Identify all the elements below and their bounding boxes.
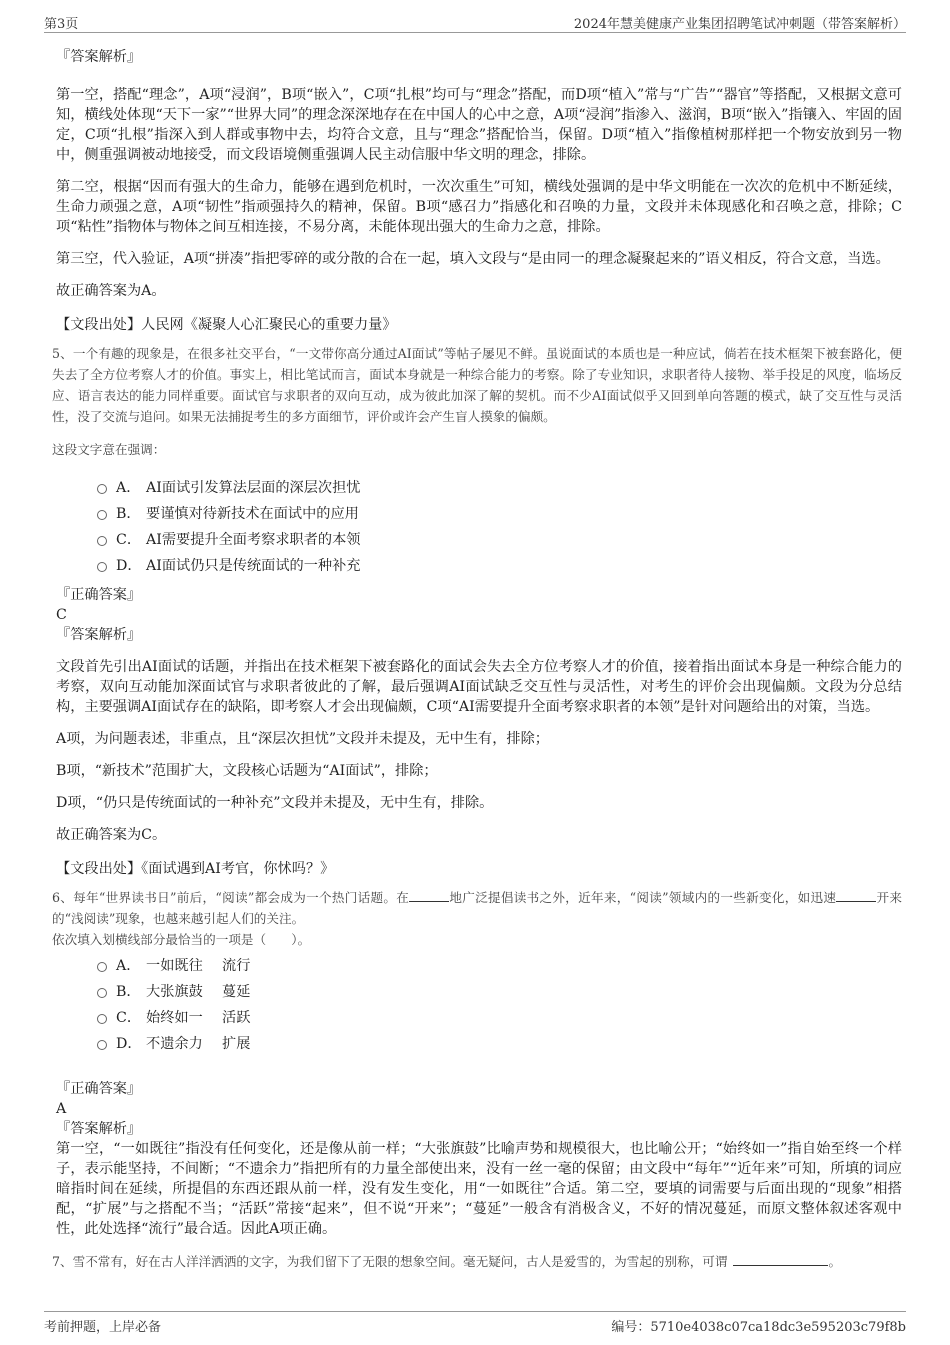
radio-icon[interactable]	[97, 562, 107, 572]
page-content	[52, 42, 902, 1272]
q5-options	[56, 475, 902, 579]
q4-conclusion: 故正确答案为A。	[56, 283, 166, 299]
q4-analysis-para2: 第二空，根据“因而有强大的生命力，能够在遇到危机时，一次次重生”可知，横线处强调的是中华文明能在一次次的危机中不断延续，生命力顽强之意，A项“韧性”指顽强持久的精神，保留。B项“感召力”指感化和召唤的力量，文段并未体现感化和召唤之意，排除；C项“粘性”指物体与物体之间互相连接，不易分离，未能体现出强大的生命力之意，排除。	[56, 179, 902, 235]
footer-slogan: 考前押题，上岸必备	[44, 1320, 162, 1335]
q5-analysis-para3: B项，“新技术”范围扩大，文段核心话题为“AI面试”，排除；	[56, 763, 438, 779]
page-footer	[44, 1311, 906, 1334]
q5-option-a[interactable]: A． AI面试引发算法层面的深层次担忧	[56, 475, 902, 501]
q5-stem: 5、一个有趣的现象是，在很多社交平台，“一文带你高分通过AI面试”等帖子屡见不鲜。虽说面试的本质也是一种应试，倘若在技术框架下被套路化，便失去了全方位考察人才的价值。事实上，相比笔试而言，面试本身就是一种综合能力的考察。除了专业知识，求职者待人接物、举手投足的风度，临场反应、语言表达的能力同样重要。面试官与求职者的双向互动，成为彼此加深了解的契机。而不少AI面试似乎又回到单向答题的模式，缺了交互性与灵活性，没了交流与追问。如果无法捕捉考生的多方面细节，评价或许会产生盲人摸象的偏颇。	[52, 346, 902, 424]
q4-analysis-label: 『答案解析』	[56, 49, 142, 65]
radio-icon[interactable]	[97, 484, 107, 494]
q5-correct-label: 『正确答案』	[56, 587, 142, 603]
document-id: 编号：5710e4038c07ca18dc3e595203c79f8b	[611, 1320, 906, 1335]
page-number: 第3页	[44, 17, 79, 32]
q5-option-b[interactable]: B． 要谨慎对待新技术在面试中的应用	[56, 501, 902, 527]
q5-analysis-para1: 文段首先引出AI面试的话题，并指出在技术框架下被套路化的面试会失去全方位考察人才的价值，接着指出面试本身是一种综合能力的考察，双向互动能加深面试官与求职者彼此的了解，最后强调AI面试缺乏交互性与灵活性，对考生的评价会出现偏颇。文段为分总结构，主要强调AI面试存在的缺陷，即考察人才会出现偏颇，C项“AI需要提升全面考察求职者的本领”是针对问题给出的对策，当选。	[56, 659, 902, 715]
radio-icon[interactable]	[97, 510, 107, 520]
q6-option-a[interactable]: A． 一如既往 流行	[56, 953, 902, 979]
q6-correct-label: 『正确答案』	[56, 1081, 142, 1097]
q7-blank	[733, 1251, 828, 1266]
q5-analysis-para2: A项，为问题表述，非重点，且“深层次担忧”文段并未提及，无中生有，排除；	[56, 731, 549, 747]
q5-prompt: 这段文字意在强调：	[52, 442, 166, 457]
document-title: 2024年慧美健康产业集团招聘笔试冲刺题（带答案解析）	[573, 17, 906, 32]
radio-icon[interactable]	[97, 1014, 107, 1024]
q6-analysis-para1: 第一空，“一如既往”指没有任何变化，还是像从前一样；“大张旗鼓”比喻声势和规模很大，也比喻公开；“始终如一”指自始至终一个样子，表示能坚持，不间断；“不遗余力”指把所有的力量全部使出来，没有一丝一毫的保留；由文段中“每年”“近年来”可知，所填的词应暗指时间在延续，所提倡的东西还跟从前一样，没有发生变化，用“一如既往”合适。第二空，要填的词需要与后面出现的“现象”相搭配，“扩展”与之搭配不当；“活跃”常接“起来”，但不说“开来”；“蔓延”一般含有消极含义，不好的情况蔓延，而原文整体叙述客观中性，此处选择“流行”最合适。因此A项正确。	[56, 1141, 902, 1237]
q5-correct-answer: C	[56, 607, 67, 623]
q4-analysis-para1: 第一空，搭配“理念”，A项“浸润”，B项“嵌入”，C项“扎根”均可与“理念”搭配，而D项“植入”常与“广告”“器官”等搭配，又根据文意可知，横线处体现“天下一家”“世界大同”的理念深深地存在在中国人的心中之意，A项“浸润”指渗入、滋润，B项“嵌入”指镶入、牢固的固定，C项“扎根”指深入到人群或事物中去，均符合文意，且与“理念”搭配恰当，保留。D项“植入”指像植树那样把一个物安放到另一物中，侧重强调被动地接受，而文段语境侧重强调人民主动信服中华文明的理念，排除。	[56, 87, 902, 163]
q6-options	[56, 953, 902, 1057]
radio-icon[interactable]	[97, 962, 107, 972]
q6-correct-answer: A	[56, 1101, 67, 1117]
q6-analysis-label: 『答案解析』	[56, 1121, 142, 1137]
q5-analysis-label: 『答案解析』	[56, 627, 142, 643]
q6-option-d[interactable]: D． 不遗余力 扩展	[56, 1031, 902, 1057]
q7-stem: 7、雪不常有，好在古人洋洋洒洒的文字，为我们留下了无限的想象空间。毫无疑问，古人是爱雪的，为雪起的别称，可谓 。	[52, 1251, 902, 1272]
q6-prompt: 依次填入划横线部分最恰当的一项是（ ）。	[52, 932, 311, 947]
q5-option-c[interactable]: C． AI需要提升全面考察求职者的本领	[56, 527, 902, 553]
q6-blank-1	[409, 887, 449, 902]
radio-icon[interactable]	[97, 536, 107, 546]
q5-option-d[interactable]: D． AI面试仍只是传统面试的一种补充	[56, 553, 902, 579]
page-header	[44, 10, 906, 33]
q6-option-c[interactable]: C． 始终如一 活跃	[56, 1005, 902, 1031]
q6-blank-2	[836, 887, 876, 902]
q6-option-b[interactable]: B． 大张旗鼓 蔓延	[56, 979, 902, 1005]
q4-analysis-para3: 第三空，代入验证，A项“拼凑”指把零碎的或分散的合在一起，填入文段与“是由同一的理念凝聚起来的”语义相反，符合文意，当选。	[56, 251, 890, 267]
q5-analysis-para4: D项，“仍只是传统面试的一种补充”文段并未提及，无中生有，排除。	[56, 795, 494, 811]
radio-icon[interactable]	[97, 1040, 107, 1050]
q4-source: 【文段出处】人民网《凝聚人心汇聚民心的重要力量》	[56, 317, 397, 333]
q6-stem: 6、每年“世界读书日”前后，“阅读”都会成为一个热门话题。在 地广泛提倡读书之外，近年来，“阅读”领域内的一些新变化，如迅速 开来的“浅阅读”现象，也越来越引起人们的关注。	[52, 887, 902, 929]
q5-conclusion: 故正确答案为C。	[56, 827, 167, 843]
q5-source: 【文段出处】《面试遇到AI考官，你怵吗？》	[56, 861, 335, 877]
radio-icon[interactable]	[97, 988, 107, 998]
